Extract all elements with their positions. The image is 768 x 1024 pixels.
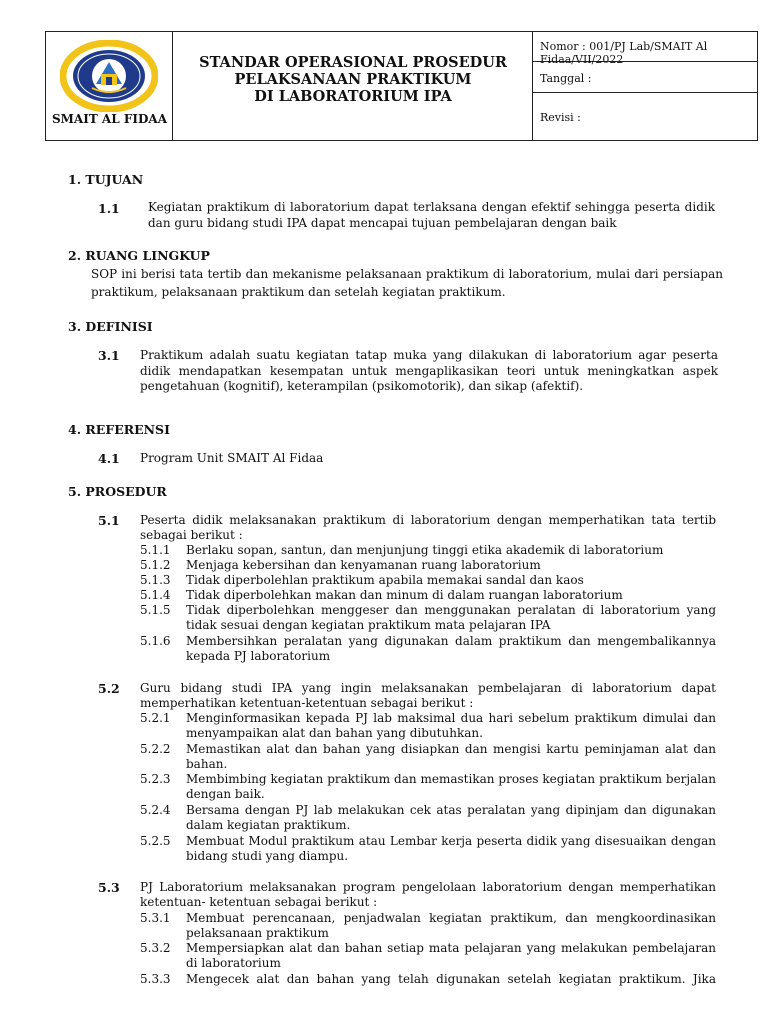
sub-item-number: 5.2.3 <box>140 772 171 786</box>
item-number: 1.1 <box>98 201 120 216</box>
item-number: 3.1 <box>98 348 120 363</box>
title-line-2: PELAKSANAAN PRAKTIKUM <box>234 71 472 88</box>
sub-item-text: Bersama dengan PJ lab melakukan cek atas peralatan yang dipinjam dan digunakan dalam kegiatan praktikum. <box>186 803 716 832</box>
section-heading-tujuan: 1. TUJUAN <box>68 172 144 187</box>
document-title <box>173 54 533 105</box>
sub-item-number: 5.2.5 <box>140 834 171 848</box>
sub-item-number: 5.1.6 <box>140 634 171 648</box>
paragraph: Program Unit SMAIT Al Fidaa <box>140 451 324 465</box>
sub-item-text: Tidak diperbolehkan menggeser dan menggunakan peralatan di laboratorium yang tidak sesuai dengan kegiatan praktikum mata pelajaran IPA <box>186 603 716 632</box>
sub-item-text: Menginformasikan kepada PJ lab maksimal dua hari sebelum praktikum dimulai dan menyampaikan alat dan bahan yang dibutuhkan. <box>186 711 716 740</box>
item-number: 5.1 <box>98 513 120 528</box>
sub-item-text: Mengecek alat dan bahan yang telah digunakan setelah kegiatan praktikum. Jika <box>186 972 716 986</box>
sub-item-text: Membersihkan peralatan yang digunakan dalam praktikum dan mengembalikannya kepada PJ laboratorium <box>186 634 716 663</box>
sub-item-text: Menjaga kebersihan dan kenyamanan ruang laboratorium <box>186 558 541 572</box>
meta-cell <box>533 32 757 140</box>
paragraph: Guru bidang studi IPA yang ingin melaksanakan pembelajaran di laboratorium dapat memperhatikan ketentuan-ketentuan sebagai berikut : <box>140 681 716 710</box>
logo-cell <box>46 32 173 140</box>
paragraph: Praktikum adalah suatu kegiatan tatap muka yang dilakukan di laboratorium agar peserta didik mendapatkan kesempatan untuk mengaplikasikan teori untuk meningkatkan aspek pengetahuan (kognitif), keterampilan (psikomotorik), dan sikap (afektif). <box>140 348 718 393</box>
section-heading-definisi: 3. DEFINISI <box>68 319 153 334</box>
sub-item-number: 5.1.4 <box>140 588 171 602</box>
sub-item-number: 5.3.3 <box>140 972 171 986</box>
item-number: 4.1 <box>98 451 120 466</box>
sub-item-number: 5.1.3 <box>140 573 171 587</box>
sub-item-text: Tidak diperbolehkan makan dan minum di dalam ruangan laboratorium <box>186 588 623 602</box>
paragraph: PJ Laboratorium melaksanakan program pengelolaan laboratorium dengan memperhatikan ketentuan- ketentuan sebagai berikut : <box>140 880 716 909</box>
sub-item-text: Membuat Modul praktikum atau Lembar kerja peserta didik yang disesuaikan dengan bidang studi yang diampu. <box>186 834 716 863</box>
sub-item-text: Membimbing kegiatan praktikum dan memastikan proses kegiatan praktikum berjalan dengan baik. <box>186 772 716 801</box>
sub-item-text: Tidak diperbolehlan praktikum apabila memakai sandal dan kaos <box>186 573 584 587</box>
sub-item-number: 5.1.1 <box>140 543 171 557</box>
sub-item-number: 5.2.1 <box>140 711 171 725</box>
tanggal-field: Tanggal : <box>533 62 757 93</box>
section-heading-referensi: 4. REFERENSI <box>68 422 170 437</box>
school-logo-icon <box>60 40 158 112</box>
sub-item-text: Mempersiapkan alat dan bahan setiap mata pelajaran yang melakukan pembelajaran di laboratorium <box>186 941 716 970</box>
sub-item-number: 5.2.2 <box>140 742 171 756</box>
paragraph: SOP ini berisi tata tertib dan mekanisme pelaksanaan praktikum di laboratorium, mulai dari persiapan praktikum, pelaksanaan praktikum dan setelah kegiatan praktikum. <box>91 267 723 299</box>
title-line-3: DI LABORATORIUM IPA <box>254 88 452 105</box>
sub-item-number: 5.3.1 <box>140 911 171 925</box>
section-heading-ruang-lingkup: 2. RUANG LINGKUP <box>68 248 210 263</box>
sub-item-number: 5.2.4 <box>140 803 171 817</box>
sub-item-number: 5.1.5 <box>140 603 171 617</box>
paragraph: Peserta didik melaksanakan praktikum di laboratorium dengan memperhatikan tata tertib sebagai berikut : <box>140 513 716 542</box>
item-number: 5.2 <box>98 681 120 696</box>
revisi-field: Revisi : <box>540 111 581 124</box>
section-heading-prosedur: 5. PROSEDUR <box>68 484 167 499</box>
sub-item-number: 5.1.2 <box>140 558 171 572</box>
title-line-1: STANDAR OPERASIONAL PROSEDUR <box>199 54 507 71</box>
school-name: SMAIT AL FIDAA <box>51 112 168 126</box>
item-number: 5.3 <box>98 880 120 895</box>
paragraph: Kegiatan praktikum di laboratorium dapat terlaksana dengan efektif sehingga peserta didik dan guru bidang studi IPA dapat mencapai tujuan pembelajaran dengan baik <box>148 200 715 230</box>
title-cell <box>173 32 533 140</box>
nomor-field: Nomor : 001/PJ Lab/SMAIT Al Fidaa/VII/2022 <box>533 32 757 62</box>
sub-item-text: Memastikan alat dan bahan yang disiapkan dan mengisi kartu peminjaman alat dan bahan. <box>186 742 716 771</box>
sub-item-number: 5.3.2 <box>140 941 171 955</box>
sub-item-text: Membuat perencanaan, penjadwalan kegiatan praktikum, dan mengkoordinasikan pelaksanaan praktikum <box>186 911 716 940</box>
sub-item-text: Berlaku sopan, santun, dan menjunjung tinggi etika akademik di laboratorium <box>186 543 664 557</box>
document-header <box>45 31 758 141</box>
